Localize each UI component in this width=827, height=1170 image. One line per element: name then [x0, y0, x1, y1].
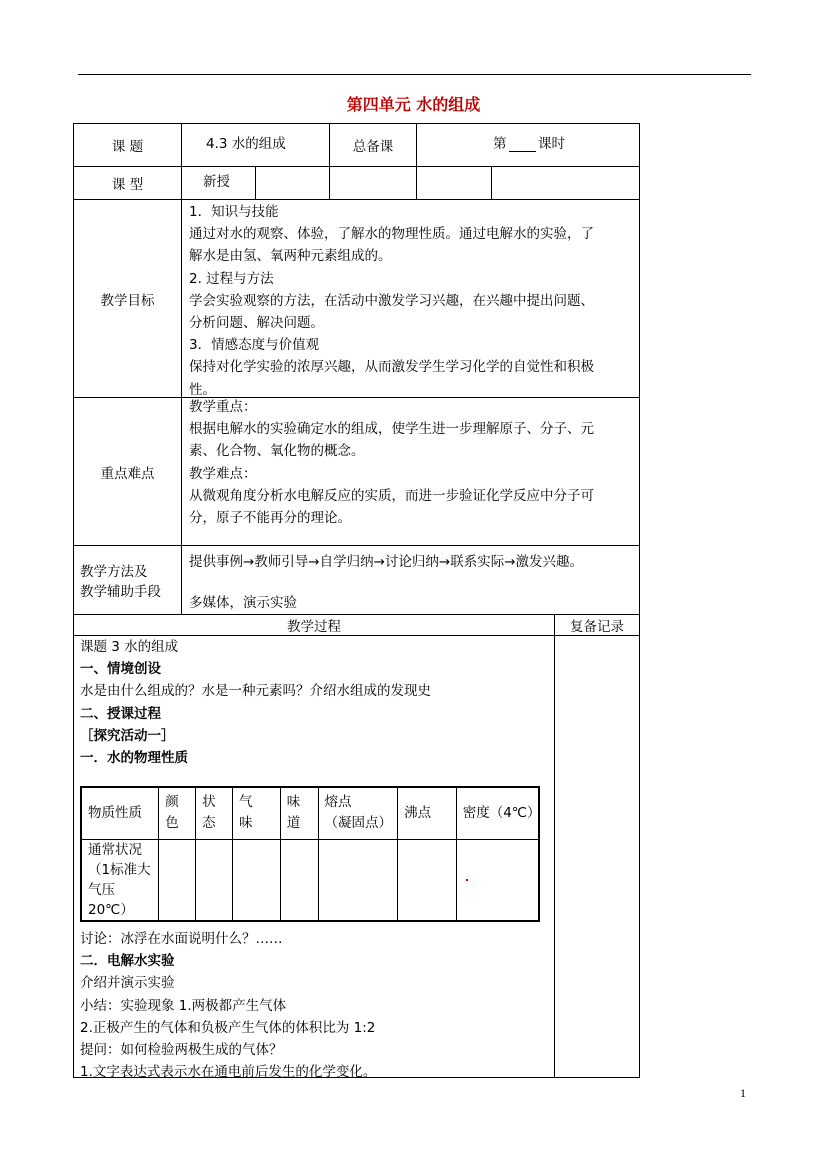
process-line: 小结：实验现象 1.两极都产生气体: [80, 997, 287, 1014]
goals-line: 通过对水的观察、体验，了解水的物理性质。通过电解水的实验，了: [189, 226, 594, 243]
methods-content-cell: [181, 545, 640, 614]
table-cell: [196, 839, 233, 921]
table-row: [81, 839, 539, 921]
process-line: 介绍并演示实验: [80, 975, 175, 992]
lesson-value: 4.3 水的组成: [206, 136, 286, 152]
record-header-cell: [554, 614, 640, 636]
prep-label-cell: [329, 123, 416, 166]
process-line: 课题 3 水的组成: [80, 639, 179, 655]
goals-label-cell: [73, 199, 181, 397]
lesson-label-cell: [73, 123, 181, 166]
type-label: 课 型: [111, 177, 144, 193]
process-heading: ［探究活动一］: [80, 727, 175, 744]
table-header-cell: [318, 787, 398, 839]
process-heading: 一．水的物理性质: [80, 750, 188, 767]
header-taste: 味: [286, 794, 301, 811]
empty-cell-4: [491, 166, 640, 199]
header-odor: 气: [238, 794, 253, 811]
page-title: 第四单元 水的组成: [346, 95, 481, 114]
process-line: 1.文字表达式表示水在通电前后发生的化学变化。: [80, 1064, 377, 1081]
process-bottom-text: [80, 928, 376, 1083]
table-header-row: [81, 787, 539, 839]
keypoints-line: 根据电解水的实验确定水的组成，使学生进一步理解原子、分子、元: [189, 421, 594, 438]
keypoints-line: 教学难点：: [189, 465, 257, 482]
goals-line: 学会实验观察的方法，在活动中激发学习兴趣，在兴趣中提出问题、: [189, 292, 594, 309]
empty-cell-2: [329, 166, 416, 199]
process-heading: 二．电解水实验: [80, 953, 175, 970]
goals-content-cell: [181, 199, 640, 397]
methods-label-line1: 教学方法及: [80, 564, 148, 580]
keypoints-content-cell: [181, 397, 640, 545]
methods-label-cell: [73, 545, 181, 614]
table-header-cell: [232, 787, 280, 839]
header-melting: 熔点: [324, 794, 352, 811]
goals-label: 教学目标: [100, 292, 155, 309]
record-header: 复备记录: [570, 619, 624, 635]
process-heading: 二、授课过程: [80, 705, 161, 722]
header-color-2: 色: [165, 815, 179, 832]
process-header: 教学过程: [287, 619, 341, 635]
table-cell: [318, 839, 398, 921]
record-body-cell: [554, 636, 640, 1078]
keypoints-label: 重点难点: [100, 465, 155, 482]
keypoints-text: [189, 396, 594, 529]
page-number: 1: [740, 1086, 746, 1100]
stray-mark: [466, 879, 468, 881]
prep-label: 总备课: [352, 139, 394, 155]
process-top-text: [80, 636, 431, 769]
table-header-cell: [196, 787, 233, 839]
table-cell: [280, 839, 318, 921]
period-cell: [416, 123, 640, 166]
process-line: 提问：如何检验两极生成的气体？: [80, 1042, 283, 1059]
table-cell: [456, 839, 539, 921]
type-value-cell: [181, 166, 255, 199]
process-line: 水是由什么组成的？水是一种元素吗？介绍水组成的发现史: [80, 683, 431, 700]
methods-line2: 多媒体，演示实验: [189, 595, 297, 611]
type-label-cell: [73, 166, 181, 199]
goals-line: 2. 过程与方法: [189, 270, 274, 287]
header-taste-2: 道: [286, 815, 301, 832]
header-melting-2: （凝固点）: [324, 815, 393, 832]
period-blank: [509, 151, 536, 152]
process-heading: 一、情境创设: [80, 661, 161, 678]
type-value: 新授: [203, 174, 230, 190]
table-cell: [232, 839, 280, 921]
goals-line: 1．知识与技能: [189, 204, 279, 220]
process-header-cell: [73, 614, 554, 636]
goals-line: 解水是由氢、氧两种元素组成的。: [189, 248, 392, 265]
keypoints-line: 分，原子不能再分的理论。: [189, 510, 351, 527]
keypoints-label-cell: [73, 397, 181, 545]
table-cell: [159, 839, 196, 921]
header-odor-2: 味: [238, 815, 253, 832]
empty-cell-1: [255, 166, 329, 199]
goals-text: [189, 201, 594, 401]
period-suffix: 课时: [538, 136, 565, 152]
lesson-value-cell: [181, 123, 329, 166]
keypoints-line: 教学重点：: [189, 399, 257, 415]
lesson-label: 课 题: [111, 139, 144, 155]
table-cell: [398, 839, 457, 921]
methods-label-line2: 教学辅助手段: [80, 584, 161, 600]
table-header-cell: 密度（4℃）: [456, 787, 539, 839]
physical-properties-table: [80, 786, 540, 922]
period-prefix: 第: [493, 136, 507, 152]
header-state-2: 态: [202, 815, 216, 832]
empty-cell-3: [416, 166, 491, 199]
methods-line1: 提供事例→教师引导→自学归纳→讨论归纳→联系实际→激发兴趣。: [189, 554, 584, 570]
table-header-cell: [159, 787, 196, 839]
header-rule: [78, 74, 751, 75]
goals-line: 3．情感态度与价值观: [189, 337, 320, 354]
table-header-cell: 物质性质: [81, 787, 159, 839]
header-state: 状: [202, 794, 216, 811]
goals-line: 性。: [189, 381, 216, 398]
process-line: 2.正极产生的气体和负极产生气体的体积比为 1:2: [80, 1019, 376, 1036]
table-header-cell: 沸点: [398, 787, 457, 839]
goals-line: 分析问题、解决问题。: [189, 315, 324, 332]
table-row-label: 通常状况 （1标准大 气压 20℃）: [81, 839, 159, 921]
keypoints-line: 从微观角度分析水电解反应的实质，而进一步验证化学反应中分子可: [189, 487, 594, 504]
goals-line: 保持对化学实验的浓厚兴趣，从而激发学生学习化学的自觉性和积极: [189, 359, 594, 376]
header-color: 颜: [165, 794, 179, 811]
table-header-cell: [280, 787, 318, 839]
keypoints-line: 素、化合物、氧化物的概念。: [189, 443, 365, 460]
process-line: 讨论：冰浮在水面说明什么？……: [80, 931, 283, 947]
